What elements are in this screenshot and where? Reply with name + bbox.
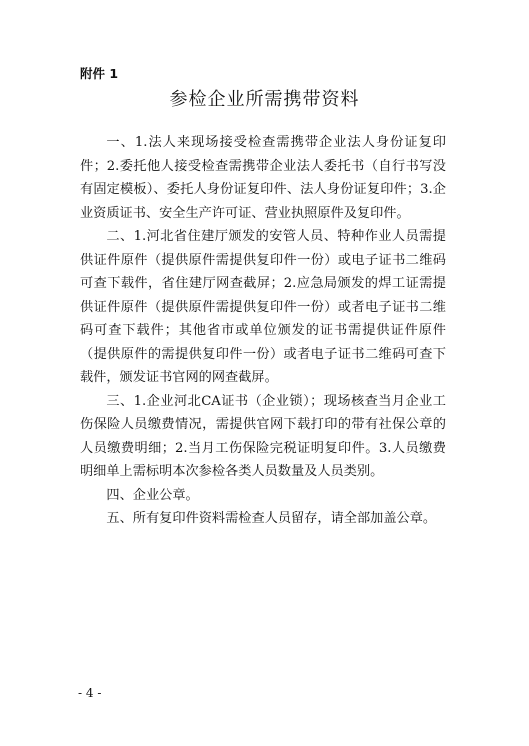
- paragraph-item-4: 四、企业公章。: [106, 487, 199, 503]
- paragraph-item-5: 五、所有复印件资料需检查人员留存，请全部加盖公章。: [106, 511, 437, 526]
- page-number: - 4 -: [78, 686, 102, 700]
- attachment-label: 附件 1: [80, 66, 119, 81]
- document-title: 参检企业所需携带资料: [169, 89, 360, 110]
- paragraph-item-1: 一、1.法人来现场接受检查需携带企业法人身份证复印件；2.委托他人接受检查需携带企业法人委托书（自行书写没有固定模板）、委托人身份证复印件、法人身份证复印件；3.企业资质证书、安全生产许可证、营业执照原件及复印件。: [80, 135, 446, 221]
- paragraph-item-3: 三、1.企业河北CA证书（企业锁）；现场核查当月企业工伤保险人员缴费情况，需提供官网下载打印的带有社保公章的人员缴费明细；2.当月工伤保险完税证明复印件。3.人员缴费明细单上需标明本次参检各类人员数量及人员类别。: [80, 393, 446, 479]
- paragraph-item-2: 二、1.河北省住建厅颁发的安管人员、特种作业人员需提供证件原件（提供原件需提供复印件一份）或电子证书二维码可查下载件，省住建厅网查截屏；2.应急局颁发的焊工证需提供证件原件（提供原件需提供复印件一份）或者电子证书二维码可查下载件；其他省市或单位颁发的证书需提供证件原件（提供原件的需提供复印件一份）或者电子证书二维码可查下载件，颁发证书官网的网查截屏。: [80, 229, 446, 385]
- document-body: [80, 131, 446, 531]
